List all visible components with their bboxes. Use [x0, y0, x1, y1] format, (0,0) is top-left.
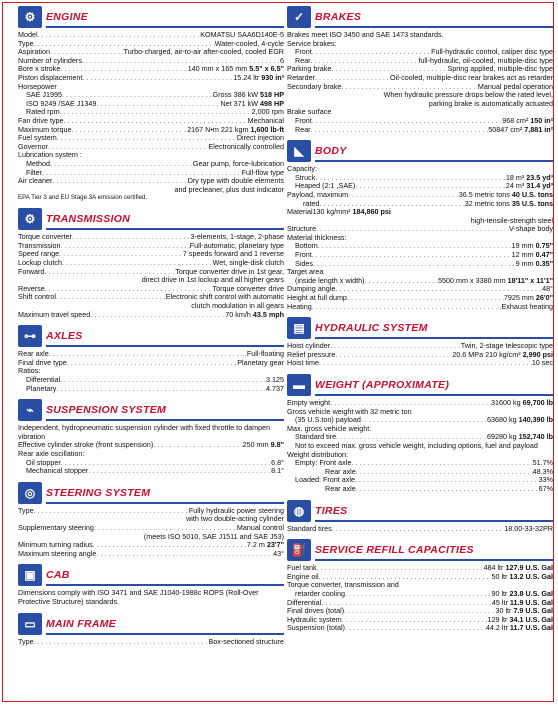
spec-value: 12 mm 0.47"	[511, 250, 553, 260]
right-column	[287, 4, 553, 637]
spec-label: Air cleaner	[18, 176, 53, 186]
tires-section	[287, 498, 553, 534]
engine-title: ENGINE	[46, 11, 89, 23]
brakes-secondary-cont-2: parking brake is automatically actuated	[428, 98, 553, 108]
weight-empty-row: Empty weight . . . 31600 kg 69,700 lb	[287, 399, 553, 408]
axles-section	[18, 323, 284, 393]
suspension-section	[18, 397, 284, 476]
axles-spec-row	[18, 376, 284, 385]
left-column	[18, 4, 284, 650]
weight-section	[287, 372, 553, 494]
spec-value: 15.24 ltr 930 in³	[233, 72, 284, 82]
body-struck-row: Struck . . . 18 m³ 23.5 yd³	[287, 174, 553, 183]
hydraulic-header	[287, 315, 553, 339]
spec-value: 45 ltr 11.9 U.S. Gal	[491, 597, 553, 607]
hydraulic-section	[287, 315, 553, 368]
dump-body-icon: ◣	[287, 140, 311, 162]
body-thickness-row	[287, 260, 553, 269]
spec-value: Full-automatic, planetary type	[189, 240, 284, 250]
spec-label: Hydraulic system	[287, 614, 342, 624]
suspension-stroke-row: Effective cylinder stroke (front suspension) . . . 250 mm 9.8"	[18, 441, 284, 450]
spec-value: Dry type with double elements	[187, 176, 284, 186]
spec-value: 484 ltr 127.9 U.S. Gal	[483, 563, 553, 573]
spec-value: 3.125	[266, 375, 284, 384]
transmission-shift-cont: clutch modulation in all gears	[191, 301, 284, 311]
weight-gvw-label: Gross vehicle weight with 32 metric ton	[287, 406, 412, 416]
body-material-row: Material130 kg/mm² 184,860 psi	[287, 207, 391, 217]
suspension-title: SUSPENSION SYSTEM	[46, 404, 167, 417]
spec-value: 3-elements, 1-stage, 2-phase	[190, 232, 284, 242]
body-thickness-row	[287, 251, 553, 260]
steering-section	[18, 480, 284, 559]
steering-type-cont: with two double-acting cylinder	[186, 514, 284, 524]
body-height-row: Height at full dump . . . 7925 mm 26'0"	[287, 294, 553, 303]
weight-loaded-front-row: Loaded: Front axle . . . 33%	[287, 476, 553, 485]
spec-label: Number of cylinders	[18, 55, 82, 65]
steering-header	[18, 480, 284, 504]
spec-value: Water-cooled, 4-cycle	[214, 38, 284, 48]
suspension-icon: ⌁	[18, 399, 42, 421]
body-rated-row: rated . . . 32 metric tons 35 U.S. tons	[287, 200, 553, 209]
suspension-oscillation-label: Rear axle oscillation:	[18, 448, 85, 458]
weight-max-label: Max. gross vehicle weight:	[287, 423, 372, 433]
spec-label: Model	[18, 30, 38, 39]
steering-title: STEERING SYSTEM	[46, 486, 151, 499]
spec-value: 50 ltr 13.2 U.S. Gal	[491, 571, 553, 581]
transmission-forward-cont: direct drive in 1st lockup and all higher gears	[141, 275, 284, 285]
spec-label: Mechanical stopper	[26, 466, 89, 476]
spec-label: Speed range	[18, 249, 60, 259]
spec-value: Turbo-charged, air-to-air after-cooled, cooled EGR	[123, 47, 284, 57]
suspension-intro: Independent, hydropneumatic suspension cylinder with fixed throttle to dampen vibration	[18, 423, 271, 441]
spec-value: Manual pedal operation	[477, 81, 553, 91]
spec-value: 2,000 rpm	[251, 107, 284, 117]
spec-label: Forward	[18, 266, 45, 276]
spec-value: 140 mm x 165 mm 5.5" x 6.5"	[187, 64, 284, 74]
brakes-surface-label: Brake surface	[287, 107, 332, 117]
spec-label: Secondary brake	[287, 81, 342, 91]
body-target-row: (inside length x width) . . . 5500 mm x 3380 mm 18'11" x 11'1"	[287, 277, 553, 286]
transmission-spec-list	[18, 233, 284, 276]
engine-air-cleaner-cont: and precleaner, plus dust indicator	[174, 184, 284, 194]
transmission-spec-list-2	[18, 285, 284, 302]
transmission-max-speed-row: Maximum travel speed . . . 70 km/h 43.5 mph	[18, 311, 284, 320]
spec-label: Governor	[18, 141, 48, 151]
engine-spec-row	[18, 74, 284, 83]
spec-label: Reverse	[18, 283, 45, 293]
weight-empty-rear-row: Rear axle . . . 48.3%	[287, 468, 553, 477]
spec-value: 4.737	[266, 383, 284, 393]
spec-value: 6.8°	[271, 457, 284, 467]
steering-angle-row: Maximum steering angle . . . 43°	[18, 550, 284, 559]
spec-label: SAE J1995	[26, 90, 62, 100]
spec-label: Filter	[26, 167, 42, 177]
body-structure-row: Structure . . . V-shape body	[287, 225, 553, 234]
spec-value: Full-floating	[246, 349, 284, 359]
body-thickness-label: Material thickness:	[287, 232, 347, 242]
brakes-secondary-cont-1: When hydraulic pressure drops below the rated level,	[383, 90, 553, 100]
axles-spec-row	[18, 385, 284, 394]
refill-list	[287, 564, 553, 581]
transmission-header	[18, 206, 284, 230]
spec-value: 19 mm 0.75"	[511, 241, 553, 251]
main-frame-header	[18, 611, 284, 635]
hydraulic-time-row: Hoist time . . . 10 sec	[287, 359, 553, 368]
spec-value: Gear pump, force-lubrication	[192, 158, 284, 168]
axles-spec-row	[18, 359, 284, 368]
spec-value: 30 ltr 7.9 U.S. Gal	[495, 606, 553, 616]
cab-icon: ▣	[18, 564, 42, 586]
body-capacity-label: Capacity:	[287, 164, 317, 174]
spec-label: Piston displacement	[18, 72, 83, 82]
spec-value: Torque converter drive	[212, 283, 284, 293]
hydraulic-hoist-row: Hoist cylinder . . . Twin, 2-stage telescopic type	[287, 342, 553, 351]
spec-label: Bottom	[295, 241, 318, 251]
body-title: BODY	[315, 145, 347, 158]
spec-label: Lubrication system :	[18, 150, 82, 160]
spec-value: 7 speeds forward and 1 reverse	[182, 249, 284, 259]
spec-value: 9 mm 0.35"	[515, 258, 553, 268]
hydraulic-relief-row: Relief pressure . . . 20.6 MPa 210 kg/cm² 2,990 psi	[287, 351, 553, 360]
spec-value: Net 371 kW 498 HP	[220, 98, 284, 108]
engine-spec-list	[18, 31, 284, 186]
spec-label: Type	[18, 38, 34, 48]
hydraulic-icon: ▤	[287, 317, 311, 339]
refill-tc-label: Torque converter, transmission and	[287, 580, 399, 590]
refill-list-2	[287, 599, 553, 633]
weight-exceed-note: Not to exceed max. gross vehicle weight, including options, fuel and payload	[295, 440, 538, 450]
weight-std-tire-row: Standard tire . . . 69280 kg 152,740 lb	[287, 433, 553, 442]
spec-label: Shift control	[18, 292, 56, 302]
tire-icon: ◍	[287, 500, 311, 522]
spec-label: Ratios:	[18, 366, 41, 376]
spec-label: Rated rpm	[26, 107, 60, 117]
brakes-title: BRAKES	[315, 11, 362, 23]
spec-value: Planetary gear	[237, 357, 284, 367]
spec-value: Mechanical	[247, 115, 284, 125]
engine-header	[18, 4, 284, 28]
engine-icon: ⚙	[18, 6, 42, 28]
main-frame-title: MAIN FRAME	[46, 617, 117, 630]
brakes-header	[287, 4, 553, 28]
spec-value: Direct injection	[236, 133, 284, 143]
axles-title: AXLES	[46, 330, 83, 343]
spec-label: Fuel tank	[287, 563, 317, 573]
brakes-rear-surface-row: Rear . . . 50847 cm² 7,881 in²	[287, 126, 553, 135]
spec-value: Oil-cooled, multiple-disc rear brakes act as retarder	[390, 72, 553, 82]
tires-standard-row: Standard tires . . . 18.00-33-32PR	[287, 525, 553, 534]
spec-value: 44.2 ltr 11.7 U.S. Gal	[485, 623, 553, 633]
tires-title: TIRES	[315, 504, 348, 517]
spec-label: Final drive type	[18, 357, 67, 367]
body-section	[287, 138, 553, 311]
spec-label: Final drives (total)	[287, 606, 345, 616]
refill-section	[287, 537, 553, 633]
spec-label: Front	[295, 47, 312, 57]
spec-label: Lockup clutch	[18, 258, 62, 268]
main-frame-type-row: Type . . . Box-sectioned structure	[18, 638, 284, 647]
weight-empty-front-row: Empty: Front axle . . . 51.7%	[287, 459, 553, 468]
spec-label: Bore x stroke	[18, 64, 61, 74]
axles-spec-list	[18, 350, 284, 393]
steering-wheel-icon: ◎	[18, 482, 42, 504]
cab-section	[18, 562, 284, 606]
engine-emission-note: EPA Tier 3 and EU Stage 3A emission certified.	[18, 194, 148, 202]
body-material-cont: high-tensile-strength steel	[470, 215, 553, 225]
suspension-stopper-list	[18, 459, 284, 476]
spec-value: Spring applied, multiple-disc type	[447, 64, 553, 74]
spec-label: ISO 9249 /SAE J1349	[26, 98, 97, 108]
steering-radius-row: Minimum turning radius . . . 7.2 m 23'7"	[18, 541, 284, 550]
body-heaped-row: Heaped (2:1 ,SAE) . . . 24 m³ 31.4 yd³	[287, 182, 553, 191]
weight-title: WEIGHT (APPROXIMATE)	[315, 379, 450, 391]
brakes-section	[287, 4, 553, 134]
spec-label: Front	[295, 250, 312, 260]
body-header	[287, 138, 553, 162]
spec-label: Differential	[287, 597, 322, 607]
axles-icon: ⊶	[18, 325, 42, 347]
weight-loaded-rear-row: Rear axle . . . 67%	[287, 485, 553, 494]
body-thickness-list	[287, 242, 553, 268]
cab-title: CAB	[46, 569, 70, 582]
spec-value: Gross 386 kW 518 HP	[212, 90, 284, 100]
spec-label: Transmission	[18, 240, 61, 250]
spec-value: Electronically controlled	[208, 141, 284, 151]
spec-label: Planetary	[26, 383, 57, 393]
refill-tc-row: retarder cooling . . . 90 ltr 23.8 U.S. Gal	[287, 590, 553, 599]
weight-header	[287, 372, 553, 396]
tires-header	[287, 498, 553, 522]
refill-title: SERVICE REFILL CAPACITIES	[315, 544, 474, 557]
brakes-service-label: Service brakes:	[287, 38, 337, 48]
steering-type-row: Type . . . Fully hydraulic power steering	[18, 507, 284, 516]
spec-label: Horsepower	[18, 81, 57, 91]
spec-label: Maximum torque	[18, 124, 72, 134]
hydraulic-title: HYDRAULIC SYSTEM	[315, 322, 428, 335]
spec-label: Rear axle	[18, 349, 49, 359]
body-payload-row: Payload, maximum . . . 36.5 metric tons 40 U.S. tons	[287, 191, 553, 200]
spec-value: Electronic shift control with automatic	[165, 292, 284, 302]
spec-label: Oil stopper	[26, 457, 61, 467]
spec-value: Full-hydraulic control, caliper disc type	[431, 47, 553, 57]
weight-gvw-row: (35 U.S.ton) payload . . . 63680 kg 140,390 lb	[287, 416, 553, 425]
spec-label: Parking brake	[287, 64, 332, 74]
weight-distribution-label: Weight distribution:	[287, 449, 348, 459]
spec-label: Method	[26, 158, 50, 168]
brakes-icon: ✓	[287, 6, 311, 28]
refill-row	[287, 624, 553, 633]
suspension-header	[18, 397, 284, 421]
spec-label: Retarder	[287, 72, 315, 82]
spec-value: KOMATSU SAA6D140E-5	[200, 30, 284, 39]
suspension-stopper-row	[18, 467, 284, 476]
steering-supplementary-cont: (meets ISO 5010, SAE J1511 and SAE J53)	[143, 531, 284, 541]
spec-label: Rear	[295, 55, 311, 65]
spec-value: 8.1°	[271, 466, 284, 476]
spec-label: Fan drive type	[18, 115, 64, 125]
spec-value: Full-flow type	[241, 167, 284, 177]
spec-label: Torque converter	[18, 232, 72, 242]
main-frame-icon: ▭	[18, 613, 42, 635]
spec-label: Sides	[295, 258, 313, 268]
spec-label: Engine oil	[287, 571, 319, 581]
axles-header	[18, 323, 284, 347]
transmission-icon: ⚙	[18, 208, 42, 230]
brakes-intro: Brakes meet ISO 3450 and SAE 1473 standards.	[287, 30, 444, 39]
spec-value: 2167 N•m 221 kgm 1,600 lb-ft	[187, 124, 284, 134]
engine-section	[18, 4, 284, 202]
spec-value: Wet, single-disk clutch	[212, 258, 284, 268]
refill-header	[287, 537, 553, 561]
brakes-spec-list	[287, 48, 553, 91]
cab-header	[18, 562, 284, 586]
transmission-section	[18, 206, 284, 319]
spec-label: Differential	[26, 375, 61, 384]
body-heating-row: Heating . . . Exhaust heating	[287, 303, 553, 312]
brakes-front-surface-row: Front . . . 968 cm² 150 in²	[287, 117, 553, 126]
spec-value: Torque converter drive in 1st gear,	[175, 266, 284, 276]
weight-icon: ▬	[287, 374, 311, 396]
spec-label: Suspension (total)	[287, 623, 345, 633]
body-dump-angle-row: Dumping angle . . . 48°	[287, 285, 553, 294]
main-frame-section	[18, 611, 284, 647]
spec-value: full-hydraulic, oil-cooled, multiple-disc type	[418, 55, 553, 65]
steering-supplementary-row: Supplementary steering . . . Manual control	[18, 524, 284, 533]
cab-text: Dimensions comply with ISO 3471 and SAE J1040-1988c ROPS (Roll-Over Protective Structure) standards.	[18, 588, 259, 606]
spec-label: Aspiration	[18, 47, 50, 57]
spec-value: 6	[280, 55, 284, 65]
spec-label: Fuel system	[18, 133, 57, 143]
spec-value: 129 ltr 34.1 U.S. Gal	[487, 614, 553, 624]
transmission-title: TRANSMISSION	[46, 213, 131, 226]
fuel-pump-icon: ⛽	[287, 539, 311, 561]
body-target-label: Target area	[287, 267, 324, 277]
